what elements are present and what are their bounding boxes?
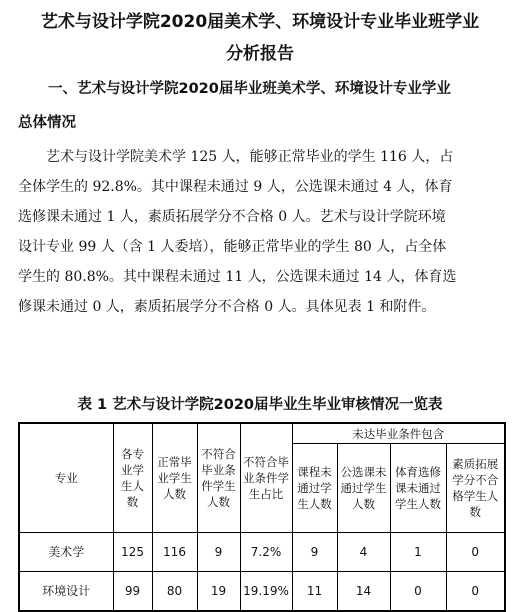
paragraph-line: 设计专业 99 人（含 1 人委培），能够正常毕业的学生 80 人，占全体 <box>18 239 447 255</box>
cell-course-failed: 9 <box>292 533 337 572</box>
cell-ratio: 7.2% <box>240 533 292 572</box>
cell-major: 环境设计 <box>19 572 113 612</box>
cell-pe-failed: 1 <box>390 533 446 572</box>
title-line-1: 艺术与设计学院2020届美术学、环境设计专业毕业班学业 <box>40 12 480 32</box>
cell-elective-failed: 4 <box>337 533 390 572</box>
table-caption: 表 1 艺术与设计学院2020届毕业生毕业审核情况一览表 <box>77 397 443 413</box>
header-total-students: 各专业学生人数 <box>113 423 152 533</box>
paragraph-line: 艺术与设计学院美术学 125 人，能够正常毕业的学生 116 人，占 <box>46 149 454 165</box>
summary-paragraph <box>18 142 508 322</box>
paragraph-line: 修课未通过 0 人，素质拓展学分不合格 0 人。具体见表 1 和附件。 <box>18 299 436 315</box>
header-unqualified-count: 不符合毕业条件学生人数 <box>197 423 240 533</box>
section-heading-line-1: 一、艺术与设计学院2020届毕业班美术学、环境设计专业学业 <box>48 81 451 97</box>
header-pe-failed: 体育选修课未通过学生人数 <box>390 444 446 533</box>
header-major: 专业 <box>19 423 113 533</box>
header-course-failed: 课程未通过学生人数 <box>292 444 337 533</box>
section-heading-line-2: 总体情况 <box>18 115 76 131</box>
paragraph-line: 全体学生的 92.8%。其中课程未通过 9 人，公选课未通过 4 人，体育 <box>18 179 453 195</box>
cell-unqualified: 19 <box>197 572 240 612</box>
cell-normal: 80 <box>152 572 197 612</box>
cell-elective-failed: 14 <box>337 572 390 612</box>
cell-quality-failed: 0 <box>446 572 505 612</box>
header-quality-credit-failed: 素质拓展学分不合格学生人数 <box>446 444 505 533</box>
paragraph-line: 学生的 80.8%。其中课程未通过 11 人，公选课未通过 14 人，体育选 <box>18 269 457 285</box>
report-title <box>0 6 520 70</box>
title-line-2: 分析报告 <box>226 44 294 64</box>
header-unqualified-ratio: 不符合毕业条件学生占比 <box>240 423 292 533</box>
cell-unqualified: 9 <box>197 533 240 572</box>
header-normal-graduates: 正常毕业学生人数 <box>152 423 197 533</box>
table-row <box>19 533 505 572</box>
cell-total: 99 <box>113 572 152 612</box>
cell-pe-failed: 0 <box>390 572 446 612</box>
table-row <box>19 572 505 612</box>
header-group-unmet-conditions: 未达毕业条件包含 <box>292 423 505 444</box>
section-heading <box>18 72 508 140</box>
cell-total: 125 <box>113 533 152 572</box>
paragraph-line: 选修课未通过 1 人，素质拓展学分不合格 0 人。艺术与设计学院环境 <box>18 209 446 225</box>
cell-normal: 116 <box>152 533 197 572</box>
cell-quality-failed: 0 <box>446 533 505 572</box>
cell-ratio: 19.19% <box>240 572 292 612</box>
header-elective-failed: 公选课未通过学生人数 <box>337 444 390 533</box>
cell-course-failed: 11 <box>292 572 337 612</box>
graduation-audit-table <box>18 422 506 612</box>
table-header-row <box>19 423 505 444</box>
cell-major: 美术学 <box>19 533 113 572</box>
